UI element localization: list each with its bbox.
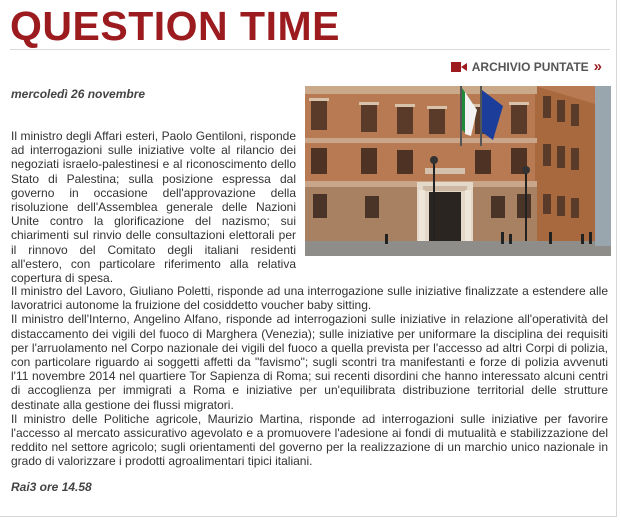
archive-link-label: ARCHIVIO PUNTATE — [471, 60, 589, 74]
video-camera-icon — [451, 62, 467, 72]
article-paragraph-1: Il ministro degli Affari esteri, Paolo Gentiloni, risponde ad interrogazioni sulle iniziative volte al rilancio dei negoziati israelo-palestinesi e al riconoscimento dello Stato di Palestina; sulla posizione espressa dal governo in occasione dell'approvazione della risoluzione dell'Assemblea generale delle Nazioni Unite contro la glorificazione del nazismo; sui chiarimenti sul rinvio delle consultazioni elettorali per il rinnovo del Comitato degli italiani residenti all'estero, con particolare riferimento alla relativa copertura di spesa. — [11, 129, 296, 286]
article-paragraph-4: Il ministro delle Politiche agricole, Maurizio Martina, risponde ad interrogazioni sulle iniziative per favorire l'accesso al mercato assicurativo agevolato e a promuovere l'adesione ai fondi di mutualità e stabilizzazione del reddito nel settore agricolo; sugli orientamenti del governo per la realizzazione di un marchio unico nazionale in grado di valorizzare i prodotti agroalimentari tipici italiani. — [11, 411, 608, 469]
montecitorio-palace-photo — [305, 86, 611, 256]
archive-link[interactable] — [451, 60, 602, 74]
article-paragraph-3: Il ministro dell'Interno, Angelino Alfano, risponde ad interrogazioni sulle iniziative in relazione all'operatività del distaccamento dei vigili del fuoco di Marghera (Venezia); sulle iniziative per uniformare la disciplina dei requisiti per l'arruolamento nel Corpo nazionale dei vigili del fuoco a quella prevista per l'accesso ad altri Corpi di polizia, con particolare riguardo ai soggetti affetti da "favismo"; sugli scontri tra manifestanti e forze di polizia avvenuti l'11 novembre 2014 nel quartiere Tor Sapienza di Roma; sui recenti disordini che hanno interessato alcuni centri di accoglienza per immigrati a Roma e iniziative per un'equilibrata distribuzione territorial delle strutture destinate alla gestione dei flussi migratori. — [11, 312, 608, 412]
article-paragraph-2: Il ministro del Lavoro, Giuliano Poletti, risponde ad una interrogazione sulle iniziative finalizzate a estendere alle lavoratrici autonome la fruizione del cosiddetto voucher baby sitting. — [11, 284, 608, 313]
chevron-right-icon: » — [593, 58, 602, 75]
episode-date: mercoledì 26 novembre — [11, 87, 146, 101]
article-body — [11, 284, 608, 469]
page-title: QUESTION TIME — [10, 3, 340, 49]
title-divider — [10, 49, 610, 50]
broadcast-time: Rai3 ore 14.58 — [11, 480, 92, 494]
